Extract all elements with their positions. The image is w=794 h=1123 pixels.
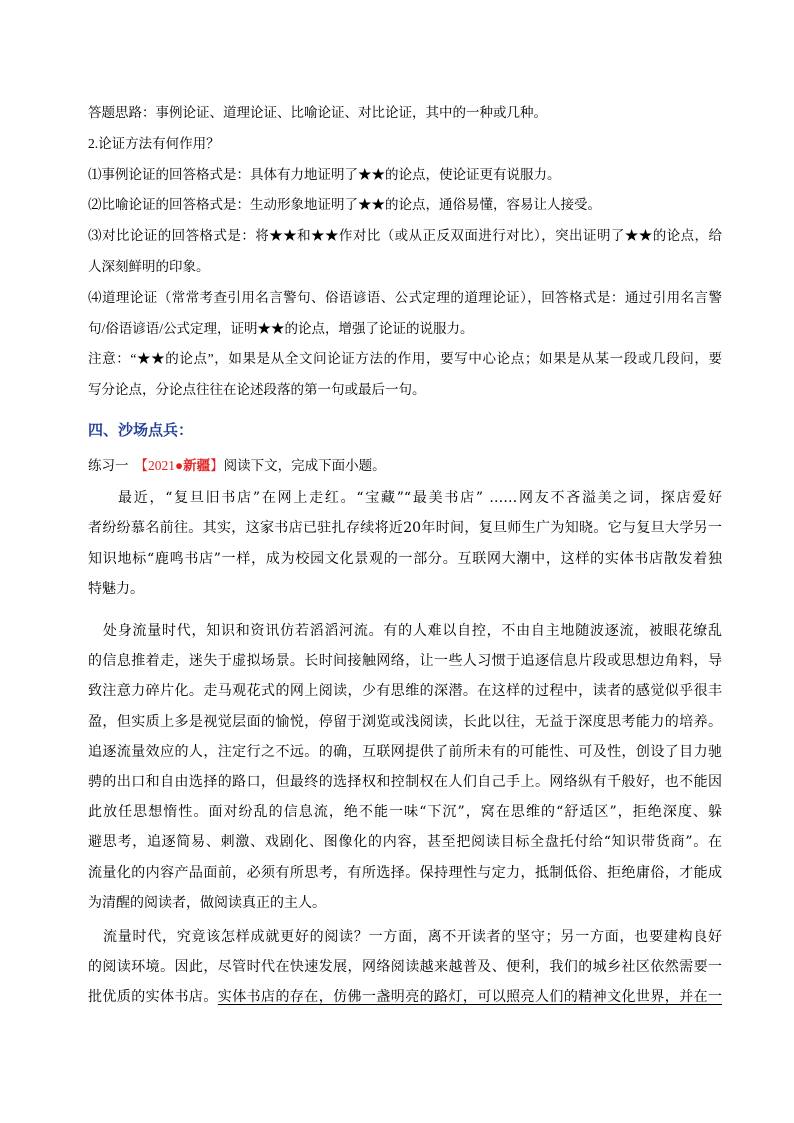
- note-line-2: 写分论点，分论点往往在论述段落的第一句或最后一句。: [88, 382, 426, 398]
- metaphor-argument-format: ⑵比喻论证的回答格式是：生动形象地证明了★★的论点，通俗易懂，容易让人接受。: [88, 197, 601, 213]
- reasoning-argument-format-line-1: ⑷道理论证（常常考查引用名言警句、俗语谚语、公式定理的道理论证），回答格式是：通过引用名言警: [88, 289, 722, 305]
- passage-line: 追逐流量效应的人，注定行之不远。的确，互联网提供了前所未有的可能性、可及性，创设了目力驰: [88, 743, 722, 760]
- reasoning-argument-format-line-2: 句/俗语谚语/公式定理，证明★★的论点，增强了论证的说服力。: [88, 320, 474, 336]
- exercise-source: [135, 458, 224, 473]
- passage-paragraph-2: [88, 616, 722, 918]
- passage-line: 避思考，追逐简易、刺激、戏剧化、图像化的内容，甚至把阅读目标全盘托付给“知识带货商”。在: [88, 834, 722, 851]
- source-open: 【2021: [134, 458, 175, 473]
- red-dot-icon: ●: [175, 458, 184, 473]
- passage-line: 流量化的内容产品面前，必须有所思考，有所选择。保持理性与定力，抵制低俗、拒绝庸俗，才能成: [88, 864, 722, 881]
- underlined-sentence: 实体书店的存在，仿佛一盏明亮的路灯，可以照亮人们的精神文化世界，并在一: [217, 989, 723, 1005]
- note-line-1: 注意：“★★的论点”，如果是从全文问论证方法的作用，要写中心论点；如果是从某一段或几段问，要: [88, 351, 722, 367]
- contrast-argument-format-line-2: 人深刻鲜明的印象。: [88, 258, 210, 274]
- passage-line: 致注意力碎片化。走马观花式的网上阅读，少有思维的深潜。在这样的过程中，读者的感觉似乎很丰: [88, 683, 722, 700]
- passage-line: [88, 982, 722, 1012]
- contrast-argument-format-line-1: ⑶对比论证的回答格式是：将★★和★★作对比（或从正反双面进行对比），突出证明了★★的论点，给: [88, 228, 722, 244]
- question-2-line: 2.论证方法有何作用？: [88, 135, 220, 151]
- answer-approach-line: 答题思路：事例论证、道理论证、比喻论证、对比论证，其中的一种或几种。: [88, 105, 547, 120]
- example-argument-format: ⑴事例论证的回答格式是：具体有力地证明了★★的论点，使论证更有说服力。: [88, 166, 561, 182]
- passage-text: 批优质的实体书店。: [88, 989, 218, 1005]
- passage-line: 最近，“复旦旧书店”在网上走红。“宝藏”“最美书店” ……网友不吝溢美之词，探店爱好: [118, 490, 722, 506]
- passage-line: 者纷纷慕名前往。其实，这家书店已驻扎存续将近20年时间，复旦师生广为知晓。它与复旦大学另一: [88, 520, 722, 537]
- passage-line: 骋的出口和自由选择的路口，但最终的选择权和控制权在人们自己手上。网络纵有千般好，也不能因: [88, 774, 722, 791]
- exercise-line: [88, 455, 722, 477]
- passage-line: 的阅读环境。因此，尽管时代在快速发展，网络阅读越来越普及、便利，我们的城乡社区依然需要一: [88, 959, 722, 975]
- answer-guide: [88, 98, 722, 406]
- passage-line: 为清醒的阅读者，做阅读真正的主人。: [88, 894, 326, 911]
- passage-line: 盈，但实质上多是视觉层面的愉悦，停留于浏览或浅阅读，长此以往，无益于深度思考能力的培养。: [88, 713, 722, 730]
- section-heading: 四、沙场点兵：: [88, 423, 194, 439]
- passage-line: 知识地标“鹿鸣书店”一样，成为校园文化景观的一部分。互联网大潮中，这样的实体书店散发着独: [88, 550, 722, 567]
- source-place: 新疆: [183, 458, 211, 473]
- passage-line: 处身流量时代，知识和资讯仿若滔滔河流。有的人难以自控，不由自主地随波逐流，被眼花缭乱: [103, 623, 722, 639]
- exercise-label: 练习一: [88, 458, 129, 473]
- passage-line: 流量时代，究竟该怎样成就更好的阅读？一方面，离不开读者的坚守；另一方面，也要建构良好: [103, 929, 722, 945]
- exercise-instruction: 阅读下文，完成下面小题。: [223, 458, 386, 473]
- source-close: 】: [210, 458, 224, 473]
- passage-line: 的信息推着走，迷失于虚拟场景。长时间接触网络，让一些人习惯于追逐信息片段或思想边角料，导: [88, 653, 722, 670]
- passage-line: 此放任思想惰性。面对纷乱的信息流，绝不能一味“下沉”，窝在思维的“舒适区”，拒绝深度、躲: [88, 804, 722, 821]
- passage-line: 特魅力。: [88, 581, 144, 598]
- passage-paragraph-1: [88, 483, 722, 605]
- passage-paragraph-3: [88, 922, 722, 1012]
